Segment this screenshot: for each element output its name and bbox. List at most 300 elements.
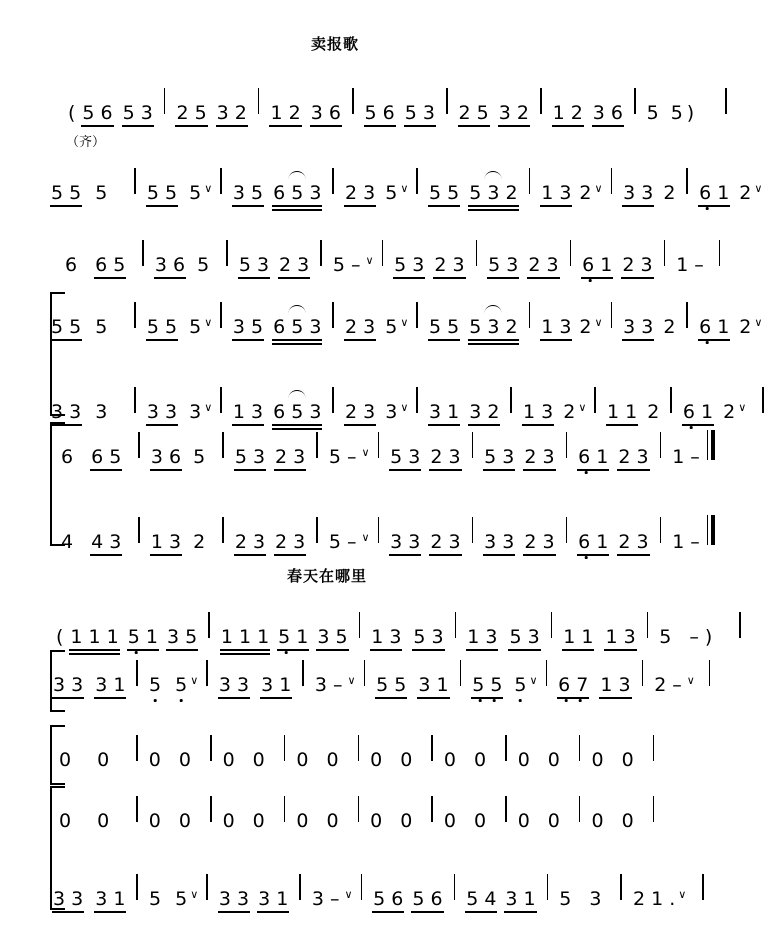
bar-line [258, 88, 260, 114]
note: 6 5 [89, 446, 123, 468]
measure-group [642, 102, 700, 124]
note: 3 1 [93, 888, 127, 910]
bow-mark: ∨ [686, 674, 695, 687]
bar-line [647, 612, 649, 638]
hold-dash: – [690, 446, 700, 468]
note: 5 [559, 888, 572, 910]
bow-mark: ∨ [361, 446, 370, 459]
hold-dash: – [350, 254, 361, 276]
note: 2 [739, 182, 752, 204]
measure-group [214, 888, 293, 910]
measure-group [461, 888, 540, 910]
measure-group [228, 316, 327, 338]
stave-maibaoge-v2-l2 [0, 377, 767, 423]
bow-mark: ∨ [365, 254, 374, 267]
bar-line [686, 168, 688, 194]
note: 5 1 [276, 626, 310, 648]
bow-mark: ∨ [190, 888, 199, 901]
measure-group [48, 888, 130, 910]
measure-group [654, 626, 717, 648]
bar-line [709, 660, 711, 686]
measure-group [586, 749, 638, 771]
bar-line [302, 660, 304, 686]
note: 1 3 [149, 531, 183, 553]
bar-line [284, 796, 286, 822]
note: 2 3 [620, 254, 654, 276]
measure-group [144, 810, 196, 832]
note: 2 [563, 401, 576, 423]
measure-group [340, 316, 410, 338]
bow-mark: ∨ [594, 182, 603, 195]
note: 2 3 [522, 446, 556, 468]
bar-line [510, 387, 512, 413]
measure-group [324, 531, 372, 553]
note: 5 [147, 674, 163, 696]
rest: 0 [621, 810, 634, 832]
bar-line [472, 517, 474, 543]
bar-line [136, 796, 138, 822]
measure-group [462, 626, 544, 648]
measure-group [46, 182, 112, 204]
note: 5 [328, 446, 341, 468]
bar-line [505, 796, 507, 822]
rest: 0 [252, 810, 265, 832]
bar-line [670, 387, 672, 413]
note: 5 3 [237, 254, 271, 276]
note: 1 3 [231, 401, 265, 423]
bar-line [416, 168, 418, 194]
bar-line [620, 874, 622, 900]
note: 4 3 [89, 531, 123, 553]
measure-group [479, 446, 559, 468]
note: 5 [175, 888, 188, 910]
bow-mark: ∨ [400, 182, 409, 195]
note: 2 3 [343, 316, 377, 338]
bar-line [358, 796, 360, 822]
note: 3 [385, 401, 398, 423]
bar-line [134, 302, 136, 328]
note: 5 [149, 888, 162, 910]
measure-group [146, 446, 210, 468]
note: 5 [670, 102, 683, 124]
bar-line [653, 796, 655, 822]
bar-line [364, 660, 366, 686]
note: 1 [672, 531, 685, 553]
bar-line [611, 168, 613, 194]
bar-line [579, 796, 581, 822]
measure-group [548, 102, 628, 124]
note: 3 3 [482, 531, 516, 553]
note: 3 3 [621, 182, 655, 204]
note: 5 6 [410, 888, 444, 910]
note: 5 [659, 626, 672, 648]
bar-line [320, 240, 322, 266]
note: 2 3 [616, 446, 650, 468]
note: 2 3 [277, 254, 311, 276]
note: 3 1 [503, 888, 537, 910]
bow-mark: ∨ [344, 888, 353, 901]
note: 5 [189, 182, 202, 204]
bar-line [431, 796, 433, 822]
bar-line [208, 612, 210, 638]
measure-group [265, 102, 345, 124]
note: 5 3 [411, 626, 445, 648]
measure-group [54, 810, 114, 832]
measure-group [324, 446, 372, 468]
measure-group [573, 446, 653, 468]
measure-group [365, 749, 417, 771]
measure-group [553, 674, 635, 696]
note: 5 1 [126, 626, 160, 648]
bar-line [332, 302, 334, 328]
rest: 0 [148, 810, 161, 832]
rest: 0 [547, 810, 560, 832]
bar-line [138, 432, 140, 458]
bar-line [220, 302, 222, 328]
note: 5 5 [470, 674, 504, 696]
note: 6 7 [556, 674, 590, 696]
stave-maibaoge-v3-l2 [0, 507, 767, 553]
note: 2 [663, 316, 676, 338]
rest: 0 [517, 810, 530, 832]
measure-group [694, 316, 764, 338]
note: 2 3 [428, 446, 462, 468]
note: 5 [197, 254, 210, 276]
hold-dash: – [672, 674, 682, 696]
rest: 0 [370, 749, 383, 771]
bar-line [431, 735, 433, 761]
rest: 0 [621, 749, 634, 771]
bar-line [540, 88, 542, 114]
bar-line [359, 612, 361, 638]
bar-line [529, 302, 531, 328]
bow-mark: ∨ [738, 401, 747, 414]
bar-line [416, 302, 418, 328]
stave-chuntian-intro [0, 602, 767, 648]
bar-line [546, 660, 548, 686]
paren-open: ( [56, 626, 64, 648]
measure-group [291, 810, 343, 832]
measure-group [46, 316, 112, 338]
bar-line [454, 874, 456, 900]
note: 2 3 [616, 531, 650, 553]
measure-group [536, 316, 604, 338]
note: 5 3 [486, 254, 520, 276]
stave-chuntian-v4 [0, 864, 767, 910]
bar-line [136, 874, 138, 900]
measure-group [368, 888, 447, 910]
paren-open: ( [68, 102, 76, 124]
rest: 0 [59, 810, 72, 832]
measure-group [150, 254, 214, 276]
measure-group [479, 531, 559, 553]
paren-close: ) [686, 102, 695, 124]
measure-group [366, 626, 448, 648]
bar-line [551, 612, 553, 638]
bow-mark: ∨ [754, 316, 763, 329]
measure-group [554, 888, 606, 910]
note: 2 [739, 316, 752, 338]
note: 5 5 [427, 182, 461, 204]
note: 3 1 [427, 401, 461, 423]
measure-group [424, 316, 523, 338]
bow-mark: ∨ [204, 316, 213, 329]
note: 3 5 [231, 316, 265, 338]
bar-line [547, 874, 549, 900]
bow-mark: ∨ [400, 401, 409, 414]
note: 1 1 1 [219, 626, 271, 648]
note: 5 3 [388, 446, 422, 468]
note: 3 3 [145, 401, 179, 423]
measure-group [671, 254, 711, 276]
measure-group [340, 182, 410, 204]
note: 2 [193, 531, 206, 553]
note: 2 3 [432, 254, 466, 276]
bar-line [664, 240, 666, 266]
measure-group [144, 888, 200, 910]
measure-group [171, 102, 251, 124]
measure-group [214, 674, 296, 696]
measure-group [230, 446, 310, 468]
measure-group [618, 182, 680, 204]
note: 5 [385, 182, 398, 204]
rest: 0 [591, 749, 604, 771]
bar-line [332, 168, 334, 194]
stave-maibaoge-v2-l1 [0, 292, 767, 338]
note: 1 1 1 [68, 626, 120, 648]
bar-line [594, 387, 596, 413]
bar-line [138, 517, 140, 543]
bar-line [222, 432, 224, 458]
bar-line [719, 240, 721, 266]
note: 2 [647, 401, 660, 423]
note: 3 6 [149, 446, 183, 468]
bar-line [316, 517, 318, 543]
note: 6 [61, 446, 74, 468]
stave-maibaoge-v1-l1 [0, 158, 767, 204]
measure-group [467, 674, 539, 696]
note: 1 1 [605, 401, 639, 423]
note: 1 3 [598, 674, 632, 696]
bar-line [358, 735, 360, 761]
bar-line [210, 735, 212, 761]
note: 4 [61, 531, 74, 553]
note: 1 [676, 254, 689, 276]
note: 2 [579, 316, 592, 338]
measure-group [142, 401, 214, 423]
rest: 0 [59, 749, 72, 771]
bow-mark: ∨ [678, 888, 687, 901]
measure-group [439, 749, 491, 771]
rest: 0 [443, 749, 456, 771]
stave-chuntian-v1 [0, 650, 767, 696]
note: 3 2 [215, 102, 249, 124]
note: 3 3 [51, 888, 85, 910]
stave-maibaoge-v1-l2 [0, 230, 767, 276]
note: 3 1 [256, 888, 290, 910]
rest: 0 [474, 810, 487, 832]
measure-group [230, 531, 310, 553]
rest: 0 [252, 749, 265, 771]
hold-dash: – [333, 674, 343, 696]
bow-mark: ∨ [400, 316, 409, 329]
note: 3 6 [591, 102, 625, 124]
final-double-bar-line [707, 515, 716, 545]
measure-group [144, 674, 200, 696]
bar-line [446, 88, 448, 114]
note: 6 1 [697, 316, 731, 338]
measure-group [56, 446, 126, 468]
measure-group [454, 102, 534, 124]
note: 6 1 [681, 401, 715, 423]
note: 2 5 [174, 102, 208, 124]
bar-line [222, 517, 224, 543]
note: 5 3 [233, 446, 267, 468]
measure-group [424, 401, 504, 423]
note: 2 [723, 401, 736, 423]
note: 2 [663, 182, 676, 204]
measure-group [146, 531, 210, 553]
note: 1 3 [539, 182, 573, 204]
note: 3 5 [165, 626, 199, 648]
note: 6 5 [93, 254, 127, 276]
note: 5 [646, 102, 659, 124]
note: 5 [328, 531, 341, 553]
bar-line [210, 796, 212, 822]
measure-group [385, 446, 465, 468]
bow-mark: ∨ [754, 182, 763, 195]
rest: 0 [296, 749, 309, 771]
hold-dash: – [694, 254, 704, 276]
note: 2 5 [457, 102, 491, 124]
measure-group [389, 254, 469, 276]
measure-group [46, 401, 112, 423]
note: 3 1 [93, 674, 127, 696]
measure-group [340, 401, 410, 423]
note: 6 1 [580, 254, 614, 276]
measure-group [694, 182, 764, 204]
rest: 0 [178, 810, 191, 832]
note: 2 3 [343, 182, 377, 204]
measure-group [371, 674, 453, 696]
bow-mark: ∨ [529, 674, 538, 687]
measure-group [65, 626, 202, 648]
note: 5 [95, 316, 108, 338]
note: 2 3 [273, 446, 307, 468]
note: 2 3 [526, 254, 560, 276]
note: 2 3 [428, 531, 462, 553]
bar-line [136, 660, 138, 686]
note: 3 5 [231, 182, 265, 204]
bar-line [566, 432, 568, 458]
bar-line [660, 432, 662, 458]
rest: 0 [400, 749, 413, 771]
measure-group [228, 401, 327, 423]
note: 5 5 [145, 316, 179, 338]
note: 5 3 [121, 102, 155, 124]
note: 1 3 [465, 626, 499, 648]
rest: 0 [222, 810, 235, 832]
bar-line [725, 88, 727, 114]
measure-group [439, 810, 491, 832]
note: 5 3 2 [467, 316, 519, 338]
measure-group [310, 674, 358, 696]
note: 3 [95, 401, 108, 423]
measure-group [291, 749, 343, 771]
measure-group [144, 749, 196, 771]
rest: 0 [370, 810, 383, 832]
bar-line [460, 660, 462, 686]
note: 6 5 3 [271, 401, 323, 423]
bar-line [660, 517, 662, 543]
note: 3 3 [217, 888, 251, 910]
rest: 0 [296, 810, 309, 832]
measure-group [48, 674, 130, 696]
rest: 0 [547, 749, 560, 771]
bow-mark: ∨ [578, 401, 587, 414]
bar-line [455, 612, 457, 638]
measure-group [424, 182, 523, 204]
bow-mark: ∨ [190, 674, 199, 687]
note: 5 5 [49, 182, 83, 204]
bar-line [472, 432, 474, 458]
measure-group [483, 254, 563, 276]
note: 3 5 [315, 626, 349, 648]
bow-mark: ∨ [204, 182, 213, 195]
measure-group [558, 626, 640, 648]
measure-group [573, 531, 653, 553]
note: 5 3 [403, 102, 437, 124]
measure-group [54, 749, 114, 771]
bar-line [476, 240, 478, 266]
song-title-1: 卖报歌 [311, 35, 360, 53]
measure-group [216, 626, 353, 648]
bow-mark: ∨ [204, 401, 213, 414]
measure-group [234, 254, 314, 276]
bar-line [134, 387, 136, 413]
bar-line [739, 612, 741, 638]
hold-dash: – [690, 531, 700, 553]
measure-group [142, 316, 214, 338]
rest: 0 [97, 810, 110, 832]
bar-line [382, 240, 384, 266]
measure-group [365, 810, 417, 832]
measure-group [328, 254, 376, 276]
measure-group [602, 401, 664, 423]
rest: 0 [97, 749, 110, 771]
hold-dash: – [346, 446, 357, 468]
note: 5 [189, 316, 202, 338]
stave-maibaoge-intro [0, 78, 767, 124]
measure-group [56, 531, 126, 553]
note: 6 5 3 [271, 182, 323, 204]
measure-group [307, 888, 355, 910]
bar-line [505, 735, 507, 761]
note: 5 4 [464, 888, 498, 910]
note: 2 [579, 182, 592, 204]
note: 1 1 [561, 626, 595, 648]
note: 2 1 . [633, 888, 676, 910]
bar-line [378, 517, 380, 543]
note: 5 6 [80, 102, 114, 124]
note: 6 1 [576, 531, 610, 553]
note: 6 1 [697, 182, 731, 204]
hold-dash: – [689, 626, 699, 648]
note: 3 [311, 888, 324, 910]
note: 3 3 [49, 401, 83, 423]
note: 3 6 [309, 102, 343, 124]
bar-line [653, 735, 655, 761]
